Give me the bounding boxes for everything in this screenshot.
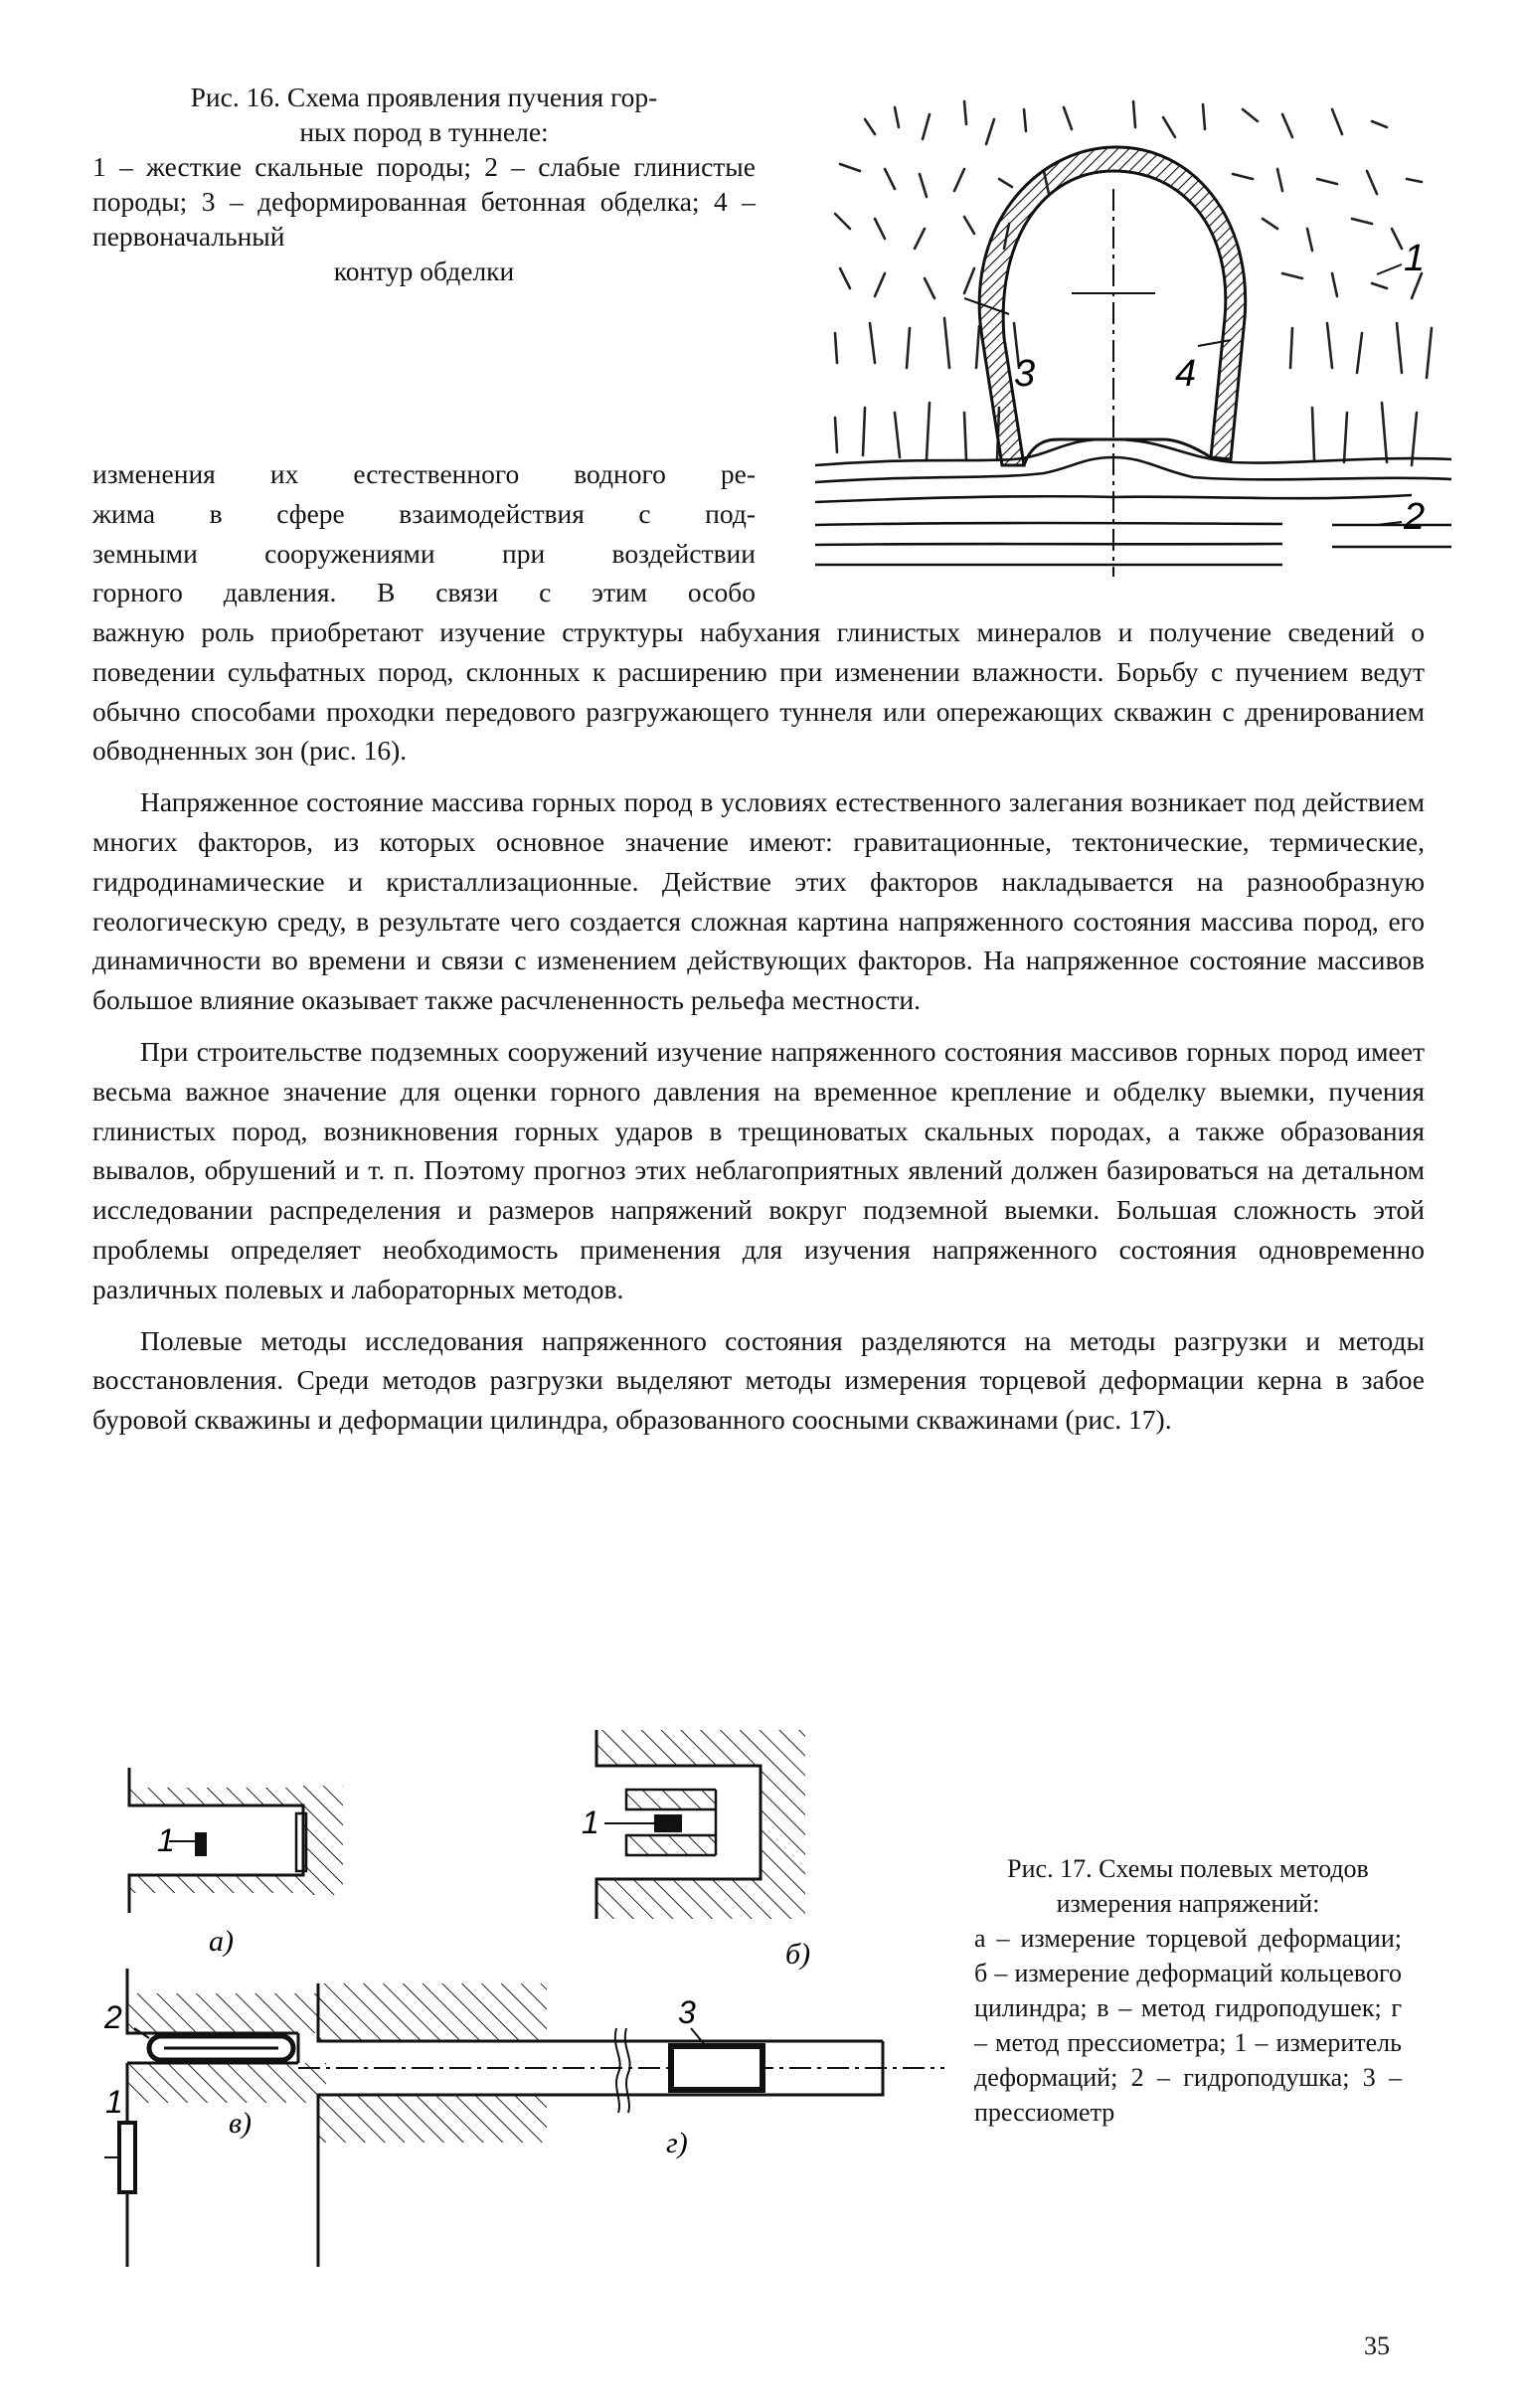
fig16-label-4: 4 — [1175, 353, 1197, 395]
text-line: изменения их естественного водного ре- — [92, 458, 756, 489]
fig17-caption-body: а – измерение торцевой деформации; б – измерение деформаций кольцевого цилиндра; в – метод гидроподушек; г – метод прессиометра; 1 – измеритель деформаций; 2 – гидроподушка; 3 – прессиометр — [974, 1924, 1402, 2127]
paragraph-2: Напряженное состояние массива горных пород в условиях естественного залегания возникает под действием многих факторов, из которых основное значение имеют: гравитационные, тектонические, термические, гидродинамические и кристаллизационные. Действие этих факторов накладывается на разнообразную геологическую среду, в результате чего создается сложная картина напряженного состояния массива пород, его динамичности во времени и связи с изменением действующих факторов. На напряженное состояние массивов большое влияние оказывает также расчлененность рельефа местности. — [92, 786, 1425, 1016]
paragraph-1-narrow — [92, 454, 756, 612]
fig17-label-g: г) — [666, 2127, 688, 2159]
body-text — [92, 612, 1425, 1440]
text-line: горного давления. В связи с этим особо — [92, 577, 756, 608]
fig17-g-num-3: 3 — [678, 1994, 696, 2030]
fig17-v-num-2: 2 — [104, 1999, 122, 2035]
fig17-label-b: б) — [785, 1938, 811, 1971]
fig17-panel-b — [582, 1730, 810, 1971]
paragraph-1-rest: важную роль приобретают изучение структуры набухания глинистых минералов и получение сведений о поведении сульфатных пород, склонных к расширению при изменении влажности. Борьбу с пучением ведут обычно способами проходки передового разгружающего туннеля или опережающих скважин с дренированием обводненных зон (рис. 16). — [92, 616, 1425, 767]
fig16-caption-title-2: ных пород в туннеле: — [299, 116, 549, 147]
fig16-caption-title-1: Рис. 16. Схема проявления пучения гор- — [190, 82, 658, 112]
fig17-v-num-1: 1 — [105, 2084, 123, 2120]
fig17-panel-v — [103, 1969, 326, 2267]
soft-rock-layers — [815, 439, 1451, 565]
page-number: 35 — [1364, 2331, 1390, 2360]
fig17-panel-a — [129, 1768, 343, 1958]
fig17-panel-g — [298, 1983, 944, 2267]
fig17-label-a: а) — [209, 1925, 234, 1958]
paragraph-4: Полевые методы исследования напряженного состояния разделяются на методы разгрузки и методы восстановления. Среди методов разгрузки выделяют методы измерения торцевой деформации керна в забое буровой скважины и деформации цилиндра, образованного соосными скважинами (рис. 17). — [92, 1324, 1425, 1436]
fig16-label-1: 1 — [1404, 238, 1426, 279]
fig17-diagram — [104, 1730, 944, 2287]
deformed-lining — [979, 147, 1246, 465]
fig16-caption — [92, 80, 756, 288]
fig16-label-2: 2 — [1404, 496, 1426, 538]
fig17-caption-title: Рис. 17. Схемы полевых методов измерения напряжений: — [1007, 1854, 1369, 1918]
fig16-caption-body: 1 – жесткие скальные породы; 2 – слабые глинистые породы; 3 – деформированная бетонная обделка; 4 – первоначальный — [92, 151, 756, 252]
fig17-a-num-1: 1 — [157, 1822, 175, 1858]
paragraph-3: При строительстве подземных сооружений изучение напряженного состояния массивов горных пород имеет весьма важное значение для оценки горного давления на временное крепление и обделку выемки, пучения глинистых пород, возникновения горных ударов в трещиноватых скальных породах, а также образования вывалов, обрушений и т. п. Поэтому прогноз этих неблагоприятных явлений должен базироваться на детальном исследовании распределения и размеров напряжений вокруг подземной выемки. Большая сложность этой проблемы определяет необходимость применения для изучения напряженного состояния одновременно различных полевых и лабораторных методов. — [92, 1035, 1425, 1304]
fig16-label-3: 3 — [1014, 353, 1036, 395]
text-line: жима в сфере взаимодействия с под- — [92, 497, 756, 529]
text-line: земными сооружениями при воздействии — [92, 537, 756, 569]
fig17-caption — [974, 1851, 1402, 2130]
fig16-caption-last: контур обделки — [333, 256, 515, 286]
fig17-label-v: в) — [229, 2107, 253, 2140]
fig17-b-num-1: 1 — [582, 1805, 599, 1840]
fig16-tunnel-diagram — [815, 80, 1451, 597]
